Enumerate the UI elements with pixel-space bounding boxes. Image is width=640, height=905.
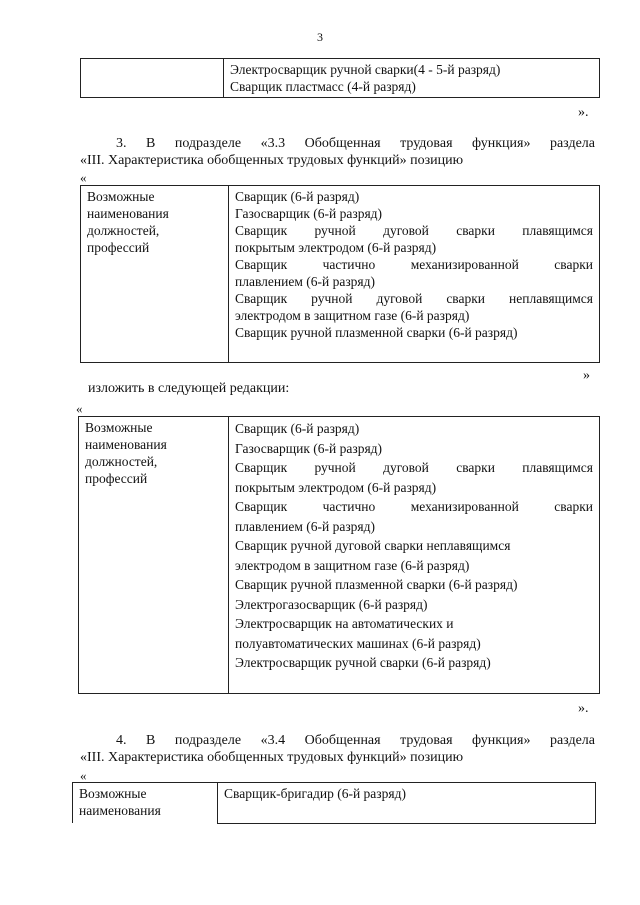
label-line: Возможные xyxy=(85,420,153,435)
opening-quote: « xyxy=(80,170,87,185)
table-current xyxy=(80,185,600,363)
label-cell xyxy=(81,186,229,363)
position-line: плавлением (6-й разряд) xyxy=(235,274,375,289)
paragraph-line: «III. Характеристика обобщенных трудовых функций» позицию xyxy=(80,750,464,765)
paragraph-line: «III. Характеристика обобщенных трудовых функций» позицию xyxy=(80,153,464,168)
intro-text: изложить в следующей редакции: xyxy=(88,381,290,396)
label-line: профессий xyxy=(87,240,150,255)
positions-cell xyxy=(218,783,596,824)
label-line: профессий xyxy=(85,471,148,486)
position-line: Электросварщик ручной сварки(4 - 5-й разряд) xyxy=(230,62,501,77)
opening-quote: « xyxy=(80,768,87,783)
position-line: Сварщик (6-й разряд) xyxy=(235,189,360,204)
positions-cell xyxy=(224,59,600,98)
empty-cell xyxy=(81,59,224,98)
label-line: Возможные xyxy=(79,786,147,801)
positions-cell xyxy=(229,186,600,363)
label-cell xyxy=(73,783,218,824)
label-cell xyxy=(79,417,229,694)
position-line: Сварщик ручной дуговой сварки неплавящимся xyxy=(235,538,511,553)
position-line: Электрогазосварщик (6-й разряд) xyxy=(235,596,428,612)
position-line: Сварщик ручной дуговой сварки неплавящимся xyxy=(235,291,593,306)
position-line: Сварщик пластмасс (4-й разряд) xyxy=(230,79,416,94)
position-line: Сварщик частично механизированной сварки xyxy=(235,257,593,272)
position-line: Сварщик ручной дуговой сварки плавящимся xyxy=(235,223,593,238)
position-line: Электросварщик ручной сварки (6-й разряд) xyxy=(235,655,491,670)
position-line: Сварщик частично механизированной сварки xyxy=(235,499,593,514)
position-line: Газосварщик (6-й разряд) xyxy=(235,440,383,456)
label-line: наименования xyxy=(87,206,169,221)
label-line: наименования xyxy=(79,803,161,818)
position-line: Сварщик ручной плазменной сварки (6-й разряд) xyxy=(235,577,518,592)
opening-quote: « xyxy=(76,401,83,416)
position-line: Электросварщик на автоматических и xyxy=(235,616,454,631)
paragraph-4 xyxy=(80,732,595,766)
page-number: 3 xyxy=(317,30,323,44)
position-line: полуавтоматических машинах (6-й разряд) xyxy=(235,635,481,651)
table-continuation xyxy=(80,58,600,98)
closing-quote: ». xyxy=(578,105,589,120)
paragraph-line: 3. В подразделе «3.3 Обобщенная трудовая функция» раздела xyxy=(116,136,595,151)
table-new xyxy=(78,416,600,694)
position-line: покрытым электродом (6-й разряд) xyxy=(235,479,437,495)
closing-quote: ». xyxy=(578,701,589,716)
label-line: Возможные xyxy=(87,189,155,204)
position-line: Сварщик ручной дуговой сварки плавящимся xyxy=(235,460,593,475)
position-line: электродом в защитном газе (6-й разряд) xyxy=(235,557,470,573)
paragraph-3 xyxy=(80,135,595,169)
position-line: Сварщик-бригадир (6-й разряд) xyxy=(224,786,406,801)
label-line: должностей, xyxy=(87,223,160,238)
position-line: Сварщик (6-й разряд) xyxy=(235,421,360,436)
label-line: наименования xyxy=(85,437,167,452)
table-partial xyxy=(72,782,596,824)
paragraph-line: 4. В подразделе «3.4 Обобщенная трудовая функция» раздела xyxy=(116,733,595,748)
position-line: плавлением (6-й разряд) xyxy=(235,518,375,534)
position-line: Газосварщик (6-й разряд) xyxy=(235,206,383,221)
position-line: электродом в защитном газе (6-й разряд) xyxy=(235,308,470,323)
position-line: Сварщик ручной плазменной сварки (6-й разряд) xyxy=(235,325,518,340)
position-line: покрытым электродом (6-й разряд) xyxy=(235,240,437,255)
label-line: должностей, xyxy=(85,454,158,469)
closing-quote: » xyxy=(583,368,590,383)
positions-cell xyxy=(229,417,600,694)
